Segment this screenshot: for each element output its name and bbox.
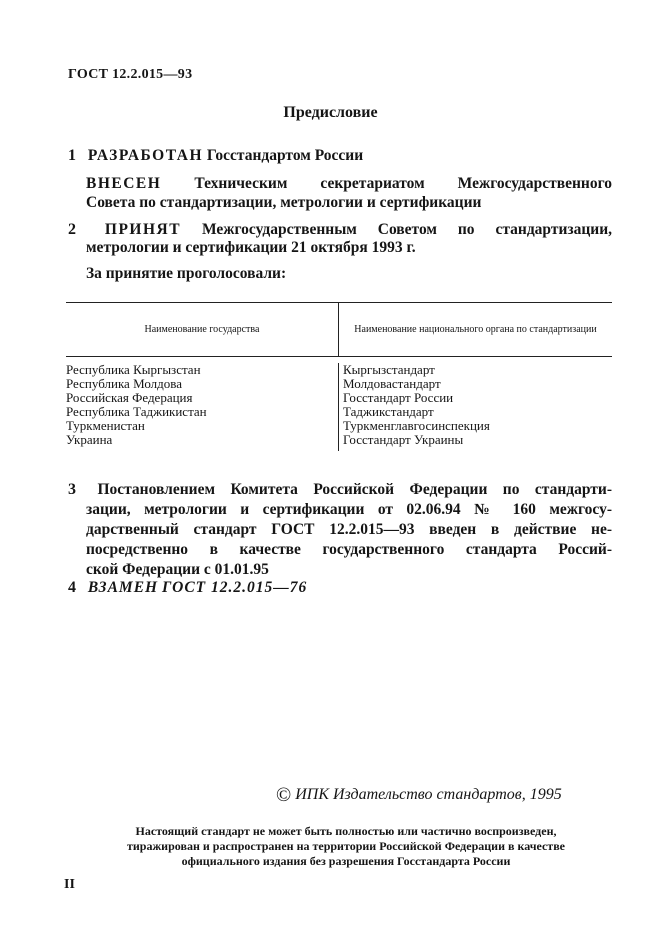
table-cell: Туркменглавгосинспекция xyxy=(343,418,490,433)
item-4-keyword: ВЗАМЕН xyxy=(87,579,159,596)
item-1-number: 1 xyxy=(68,147,76,164)
item-1-text: Госстандартом России xyxy=(206,147,364,164)
table-cell: Таджикстандарт xyxy=(343,404,434,419)
item-2-number: 2 xyxy=(68,221,76,238)
table-cell: Кыргызстандарт xyxy=(343,362,435,377)
table-cell: Туркменистан xyxy=(66,418,145,433)
item-2-keyword: ПРИНЯТ xyxy=(104,221,182,238)
table-header-state: Наименование государства xyxy=(66,303,339,356)
voted-label: За принятие проголосовали: xyxy=(86,265,287,282)
table-cell: Госстандарт Украины xyxy=(343,432,464,447)
vnesen-keyword: ВНЕСЕН xyxy=(86,175,162,192)
item-1-vnesen-line2: Совета по стандартизации, метрологии и сертификации xyxy=(86,194,482,211)
copyright-text: ИПК Издательство стандартов, 1995 xyxy=(295,786,562,803)
table-cell: Республика Таджикистан xyxy=(66,404,207,419)
item-4 xyxy=(68,578,307,598)
item-3-line1 xyxy=(68,480,612,500)
item-3-line5: ской Федерации с 01.01.95 xyxy=(86,561,269,578)
page-title: Предисловие xyxy=(283,104,378,121)
table-cell: Республика Молдова xyxy=(66,376,182,391)
table-column-state xyxy=(66,363,339,451)
vnesen-text-1: Техническим секретариатом Межгосударственного xyxy=(194,175,613,192)
states-table xyxy=(66,302,612,451)
table-cell: Республика Кыргызстан xyxy=(66,362,201,377)
table-header xyxy=(66,303,612,356)
item-2-text-1: Межгосударственным Советом по стандартизации, xyxy=(201,221,613,238)
item-3-line2: зации, метрологии и сертификации от 02.06.94 № 160 межгосу- xyxy=(86,501,612,518)
notice-line: официального издания без разрешения Госстандарта России xyxy=(181,854,511,868)
table-cell: Российская Федерация xyxy=(66,390,193,405)
item-3-line3: дарственный стандарт ГОСТ 12.2.015—93 введен в действие не- xyxy=(86,521,612,538)
item-4-number: 4 xyxy=(68,579,76,596)
table-column-body xyxy=(339,363,612,451)
table-header-body: Наименование национального органа по стандартизации xyxy=(354,324,597,335)
copyright-icon: © xyxy=(276,784,292,806)
table-cell: Молдовастандарт xyxy=(343,376,441,391)
page-number: II xyxy=(64,877,75,892)
document-code: ГОСТ 12.2.015—93 xyxy=(68,67,193,82)
item-3-number: 3 xyxy=(68,481,76,498)
item-1-heading xyxy=(68,146,363,166)
item-2-line1 xyxy=(68,220,612,240)
copyright-line xyxy=(276,784,562,807)
item-1-keyword: РАЗРАБОТАН xyxy=(87,147,204,164)
table-cell: Госстандарт России xyxy=(343,390,454,405)
notice-line: тиражирован и распространен на территории Российской Федерации в качестве xyxy=(127,839,565,853)
table-body xyxy=(66,357,612,451)
item-4-text: ГОСТ 12.2.015—76 xyxy=(161,579,308,596)
item-2-line2: метрологии и сертификации 21 октября 1993 г. xyxy=(86,239,416,256)
item-1-vnesen-line1 xyxy=(86,174,612,194)
item-3-text-1: Постановлением Комитета Российской Федерации по стандарти- xyxy=(97,481,612,498)
table-cell: Украина xyxy=(66,432,113,447)
item-3-line4: посредственно в качестве государственного стандарта Россий- xyxy=(86,541,612,558)
notice-line: Настоящий стандарт не может быть полностью или частично воспроизведен, xyxy=(135,824,557,838)
reproduction-notice xyxy=(84,824,608,869)
